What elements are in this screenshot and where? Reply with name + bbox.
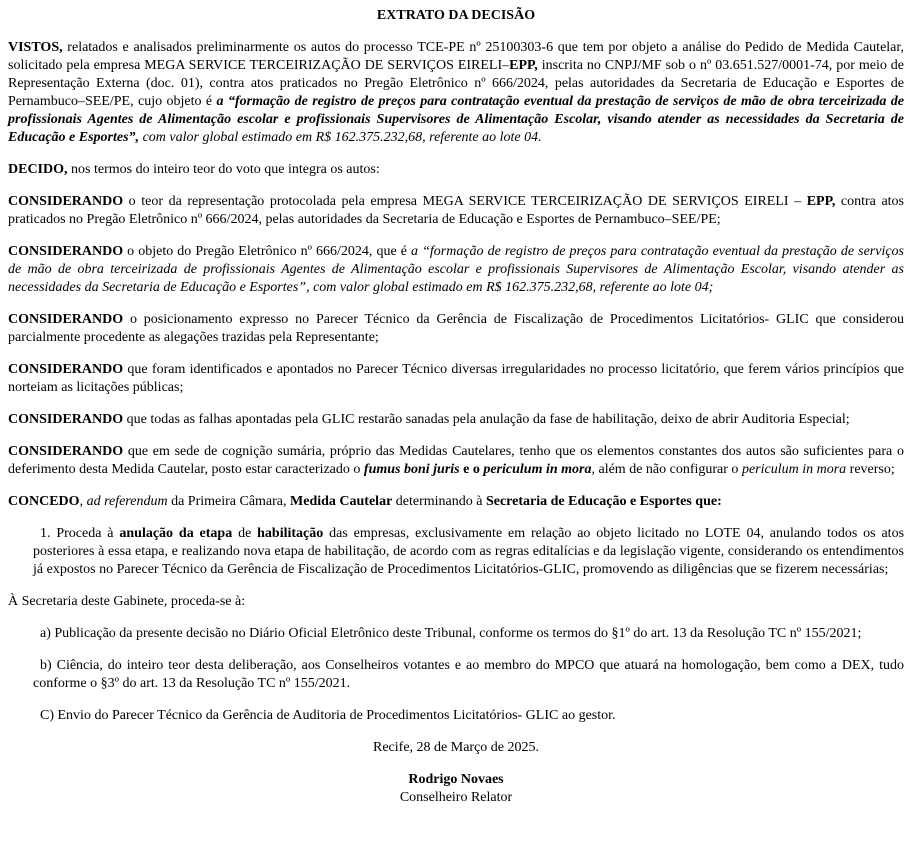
paragraph-vistos-run: a “formação de registro de preços para contratação eventual da prestação de serviços de mão de obra terceirizada de profissionais Agentes de Alimentação escolar e profissionais Supervisores de Alimentação Escolar, visando atender as necessidades da Secretaria de Educação e Esportes”, xyxy=(8,94,904,145)
paragraph-considerando-6-run: e o xyxy=(459,462,484,477)
paragraph-concedo-run: CONCEDO xyxy=(8,494,80,509)
paragraph-decido-run: nos termos do inteiro teor do voto que integra os autos: xyxy=(67,162,380,177)
paragraph-considerando-6-run: periculum in mora xyxy=(741,462,847,477)
paragraph-considerando-6-run: fumus boni juris xyxy=(363,462,460,477)
paragraph-considerando-1-run: CONSIDERANDO xyxy=(8,194,124,209)
paragraph-item-1-run: de xyxy=(232,526,258,541)
paragraph-concedo-run: determinando à xyxy=(392,494,486,509)
paragraph-vistos-run: EPP, xyxy=(509,58,538,73)
paragraph-considerando-6-run: periculum in mora xyxy=(483,462,592,477)
paragraph-item-b xyxy=(33,657,904,693)
paragraph-item-1-run: habilitação xyxy=(257,526,324,541)
paragraph-concedo-run: da Primeira Câmara, xyxy=(167,494,291,509)
paragraph-concedo-run: ad referendum xyxy=(86,494,168,509)
paragraph-item-b-run: b) Ciência, do inteiro teor desta deliberação, aos Conselheiros votantes e ao membro do MPCO que atuará na homologação, bem como a DEX, tudo conforme o §3º do art. 13 da Resolução TC nº 155/2021. xyxy=(33,658,904,691)
paragraph-considerando-2-run: o objeto do Pregão Eletrônico nº 666/2024, que é xyxy=(123,244,412,259)
paragraph-considerando-1 xyxy=(8,193,904,229)
paragraph-considerando-4-run: CONSIDERANDO xyxy=(8,362,124,377)
paragraph-date-place xyxy=(8,739,904,757)
paragraph-considerando-2-run: a “formação de registro de preços para contratação eventual da prestação de serviços de mão de obra terceirizada de profissionais Agentes de Alimentação escolar e profissionais Supervisores de Alimentação Escolar, visando atender as necessidades da Secretaria de Educação e Esportes”, com valor global estimado em R$ 162.375.232,68, referente ao lote 04; xyxy=(8,244,904,295)
paragraph-item-a xyxy=(33,625,904,643)
signature-name xyxy=(8,771,904,789)
paragraph-considerando-6-run: CONSIDERANDO xyxy=(8,444,124,459)
paragraph-considerando-5 xyxy=(8,411,904,429)
paragraph-item-1-run: anulação da etapa xyxy=(119,526,233,541)
paragraph-concedo-run: Secretaria de Educação e Esportes que: xyxy=(485,494,722,509)
document-body xyxy=(8,39,904,807)
document-title: EXTRATO DA DECISÃO xyxy=(376,8,536,23)
paragraph-item-a-run: a) Publicação da presente decisão no Diário Oficial Eletrônico deste Tribunal, conforme os termos do §1º do art. 13 da Resolução TC nº 155/2021; xyxy=(40,626,862,641)
paragraph-concedo-run: Medida Cautelar xyxy=(290,494,393,509)
paragraph-secretaria-gabinete xyxy=(8,593,904,611)
paragraph-item-c xyxy=(33,707,904,725)
paragraph-considerando-5-run: que todas as falhas apontadas pela GLIC restarão sanadas pela anulação da fase de habilitação, deixo de abrir Auditoria Especial; xyxy=(123,412,850,427)
paragraph-decido-run: DECIDO, xyxy=(8,162,68,177)
paragraph-vistos-run: relatados e analisados preliminarmente os autos do processo TCE-PE nº 25100303-6 que tem por objeto a análise do Pedido de Medida Cautelar, solicitado pela empresa MEGA SERVICE TERCEIRIZAÇÃO DE SERVIÇOS EIRELI– xyxy=(8,40,904,73)
paragraph-considerando-1-run: contra atos praticados no Pregão Eletrônico nº 666/2024, pelas autoridades da Secretaria de Educação e Esportes de Pernambuco–SEE/PE; xyxy=(8,194,904,227)
paragraph-vistos-run: inscrita no CNPJ/MF sob o nº 03.651.527/0001-74, por meio de Representação Externa (doc. 01), contra atos praticados no Pregão Eletrônico nº 666/2024, pelas autoridades da Secretaria de Educação e Esportes de Pernambuco–SEE/PE, cujo objeto é xyxy=(8,58,904,109)
paragraph-item-1 xyxy=(33,525,904,579)
paragraph-item-1-run: das empresas, exclusivamente em relação ao objeto licitado no LOTE 04, anulando todos os atos posteriores à essa etapa, e realizando nova etapa de habilitação, de acordo com as regras editalícias e da legislação vigente, considerando os entendimentos já expostos no Parecer Técnico da Gerência de Fiscalização de Procedimentos Licitatórios-GLIC, promovendo as diligências que se fizerem necessárias; xyxy=(33,526,905,577)
signature-role-run: Conselheiro Relator xyxy=(399,790,513,805)
paragraph-considerando-3 xyxy=(8,311,904,347)
paragraph-concedo-run: , xyxy=(79,494,87,509)
paragraph-decido xyxy=(8,161,904,179)
paragraph-considerando-6-run: , além de não configurar o xyxy=(591,462,742,477)
paragraph-considerando-3-run: o posicionamento expresso no Parecer Técnico da Gerência de Fiscalização de Procedimentos Licitatórios- GLIC que considerou parcialmente procedente as alegações trazidas pela Representante; xyxy=(8,312,904,345)
paragraph-secretaria-gabinete-run: À Secretaria deste Gabinete, proceda-se à: xyxy=(8,594,246,609)
paragraph-considerando-4-run: que foram identificados e apontados no Parecer Técnico diversas irregularidades no processo licitatório, que ferem vários princípios que norteiam as licitações públicas; xyxy=(8,362,904,395)
paragraph-vistos xyxy=(8,39,904,147)
paragraph-considerando-5-run: CONSIDERANDO xyxy=(8,412,124,427)
paragraph-item-c-run: C) Envio do Parecer Técnico da Gerência de Auditoria de Procedimentos Licitatórios- GLIC ao gestor. xyxy=(40,708,616,723)
paragraph-concedo xyxy=(8,493,904,511)
paragraph-item-1-run: 1. Proceda à xyxy=(40,526,120,541)
paragraph-considerando-2 xyxy=(8,243,904,297)
paragraph-considerando-1-run: o teor da representação protocolada pela empresa MEGA SERVICE TERCEIRIZAÇÃO DE SERVIÇOS EIRELI – xyxy=(123,194,807,209)
signature-role xyxy=(8,789,904,807)
paragraph-vistos-run: VISTOS, xyxy=(8,40,63,55)
paragraph-date-place-run: Recife, 28 de Março de 2025. xyxy=(373,740,539,755)
paragraph-vistos-run: com valor global estimado em R$ 162.375.232,68, referente ao lote 04. xyxy=(139,130,542,145)
paragraph-considerando-6-run: reverso; xyxy=(846,462,895,477)
paragraph-considerando-1-run: EPP, xyxy=(806,194,836,209)
paragraph-considerando-6 xyxy=(8,443,904,479)
signature-name-run: Rodrigo Novaes xyxy=(408,772,504,787)
paragraph-considerando-3-run: CONSIDERANDO xyxy=(8,312,124,327)
paragraph-considerando-6-run: que em sede de cognição sumária, próprio das Medidas Cautelares, tenho que os elementos constantes dos autos são suficientes para o deferimento desta Medida Cautelar, posto estar caracterizado o xyxy=(8,444,904,477)
paragraph-considerando-2-run: CONSIDERANDO xyxy=(8,244,124,259)
paragraph-considerando-4 xyxy=(8,361,904,397)
